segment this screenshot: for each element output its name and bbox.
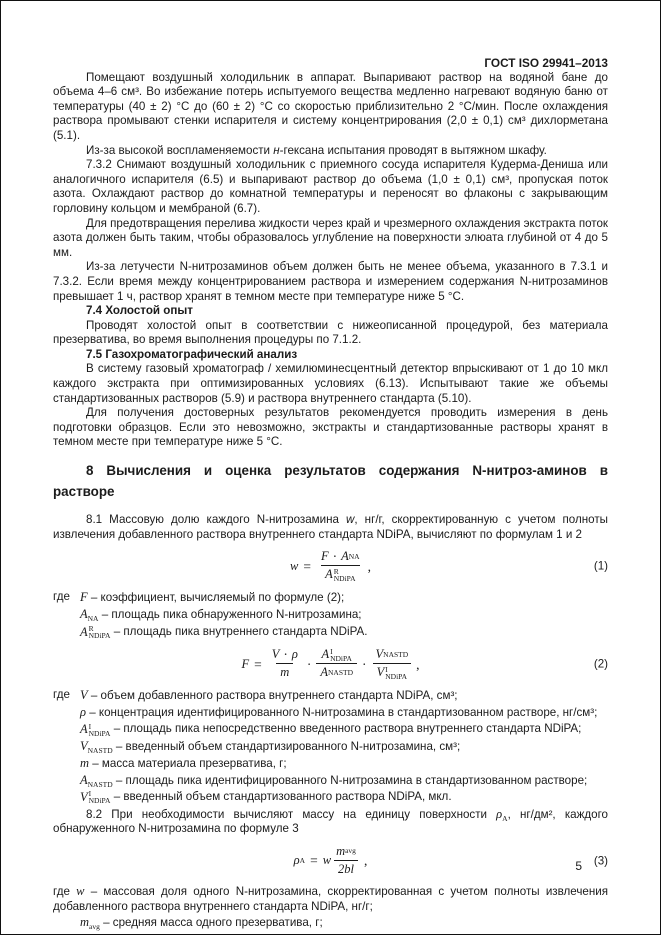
formula-lhs: ρ bbox=[293, 853, 300, 868]
definition-text: – введенный объем стандартизированного N-нитрозамина, см³; bbox=[115, 739, 461, 753]
text-run: Из-за высокой воспламеняемости bbox=[86, 143, 274, 157]
formula-1 bbox=[53, 549, 608, 583]
sup-sub-stack bbox=[89, 723, 111, 737]
definition-text: – коэффициент, вычисляемый по формуле (2); bbox=[90, 591, 345, 605]
paragraph-same-day-note: Для получения достоверных результатов рекомендуется проводить измерения в день подготовки образцов. Если это невозможно, экстракты и стандартизованные растворы хранят в темном месте при температуре ниже 5 °С. bbox=[53, 406, 608, 449]
definition-list-2 bbox=[53, 687, 608, 806]
definition-row bbox=[53, 738, 608, 755]
definition-row bbox=[53, 704, 608, 721]
definition-term: w bbox=[76, 883, 85, 898]
definition-paragraph bbox=[53, 884, 608, 914]
text-run: -гексана испытания проводят в вытяжном шкафу. bbox=[279, 143, 547, 157]
section-8-heading bbox=[53, 460, 608, 502]
formula-lhs: F bbox=[241, 656, 250, 671]
definition-text: – концентрация идентифицированного N-нитрозамина в стандартизованном растворе, нг/см³; bbox=[89, 706, 598, 720]
heading-7-5: 7.5 Газохроматографический анализ bbox=[86, 347, 298, 361]
denominator bbox=[334, 860, 358, 878]
subscript: NASTD bbox=[87, 745, 113, 755]
definition-text: – площадь пика непосредственно введенного раствора внутреннего стандарта NDiPA; bbox=[113, 722, 582, 736]
formula-term: F bbox=[320, 549, 329, 564]
subscript: NA bbox=[87, 614, 99, 624]
term-group bbox=[80, 624, 110, 640]
page-number: 5 bbox=[575, 859, 582, 874]
where-label: где bbox=[53, 688, 70, 701]
definition-row bbox=[53, 624, 608, 640]
term-group bbox=[80, 721, 110, 737]
fraction bbox=[316, 647, 357, 681]
formula-term: A bbox=[341, 549, 349, 564]
heading-7-4: 7.4 Холостой опыт bbox=[86, 304, 193, 318]
numerator bbox=[268, 647, 302, 663]
superscript: I bbox=[88, 789, 92, 799]
superscript: I bbox=[330, 646, 333, 656]
definition-term: A bbox=[80, 773, 88, 788]
denominator bbox=[373, 663, 411, 681]
document-header: ГОСТ ISO 29941–2013 bbox=[484, 56, 608, 70]
italic-run: w bbox=[346, 513, 355, 527]
subscript: NDiPA bbox=[330, 653, 352, 663]
formula-term: w bbox=[322, 853, 332, 868]
formula-lhs: w bbox=[290, 558, 299, 573]
subscript: NASTD bbox=[87, 780, 113, 790]
definition-row bbox=[53, 789, 608, 805]
fraction bbox=[268, 647, 302, 681]
subscript: NDiPA bbox=[333, 573, 356, 583]
text-run: 8.1 Массовую долю каждого N-нитрозамина bbox=[86, 513, 347, 527]
sup-sub-stack bbox=[385, 666, 407, 680]
paragraph-nitrogen-flow: Для предотвращения перелива жидкости через край и чрезмерного охлаждения экстракта поток азота должен быть таким, чтобы образовалось углубление на поверхности элюата глубиной от 4 до 5 мм. bbox=[53, 216, 608, 259]
superscript: I bbox=[88, 721, 92, 731]
definition-term: m bbox=[80, 755, 90, 770]
formula-number: (1) bbox=[593, 559, 608, 573]
equals-sign: = bbox=[303, 558, 311, 574]
definition-row bbox=[53, 606, 608, 623]
sup-sub-stack bbox=[334, 568, 356, 582]
formula-term: V bbox=[271, 647, 280, 661]
paragraph-volatility-note: Из-за летучести N-нитрозаминов объем должен быть не менее объема, указанного в 7.3.1 и 7.3.2. Если время между концентрированием раствора и измерением содержания N-нитрозаминов превышает 1 ч, раствор хранят в темном месте при температуре ниже 5 °С. bbox=[53, 260, 608, 303]
numerator: m avg bbox=[336, 843, 356, 858]
denominator bbox=[276, 663, 293, 681]
formula-term: 2bl bbox=[338, 861, 354, 876]
multiply-dot: · bbox=[332, 549, 338, 565]
subscript: NDiPA bbox=[88, 796, 111, 806]
where-label: где bbox=[53, 590, 70, 604]
subscript: NDiPA bbox=[385, 671, 408, 681]
multiply-dot: · bbox=[283, 647, 288, 662]
definition-term: ρ bbox=[80, 705, 86, 720]
page-content bbox=[1, 71, 660, 932]
definition-row bbox=[53, 755, 608, 772]
definition-term: V bbox=[80, 790, 88, 805]
comma: , bbox=[363, 853, 368, 869]
subscript: NDiPA bbox=[88, 630, 111, 640]
definition-text: – площадь пика внутреннего стандарта NDiPA. bbox=[113, 624, 368, 638]
paragraph-8-1 bbox=[53, 513, 608, 542]
definition-text: – площадь пика обнаруженного N-нитрозамина; bbox=[101, 608, 362, 622]
definition-text: – введенный объем стандартизованного раствора NDiPA, мкл. bbox=[113, 790, 452, 804]
fraction bbox=[372, 647, 413, 681]
sup-sub-stack bbox=[330, 648, 352, 662]
formula-2 bbox=[53, 647, 608, 681]
formula-term: A bbox=[320, 665, 328, 679]
subscript: NDiPA bbox=[88, 728, 111, 738]
definition-text: – средняя масса одного презерватива, г; bbox=[103, 916, 323, 930]
denominator: A NASTD bbox=[316, 663, 357, 681]
italic-run: н bbox=[273, 143, 280, 157]
formula-3: ρ A = w m avg 2bl , (3) bbox=[293, 843, 608, 876]
formula-term: V bbox=[376, 665, 385, 679]
formula-number: (2) bbox=[593, 657, 608, 671]
paragraph-blank-test: Проводят холостой опыт в соответствии с нижеописанной процедурой, без материала презерватива, во время выполнения процедуры по 7.1.2. bbox=[53, 318, 608, 347]
subscript: avg bbox=[89, 922, 100, 932]
denominator bbox=[321, 565, 359, 583]
fraction bbox=[332, 844, 360, 878]
section-8-heading-line2: растворе bbox=[53, 484, 115, 500]
definition-row bbox=[53, 687, 608, 704]
definition-text: – объем добавленного раствора внутреннего стандарта NDiPA, см³; bbox=[90, 689, 458, 702]
equals-sign: = bbox=[310, 853, 318, 869]
formula-term: ρ bbox=[291, 647, 298, 661]
numerator: F · A NA bbox=[320, 549, 360, 565]
formula-term: m bbox=[336, 843, 346, 858]
definition-text: – площадь пика идентифицированного N-нитрозамина в стандартизованном растворе; bbox=[115, 774, 588, 788]
definition-term: m bbox=[80, 915, 90, 930]
text-run: , нг/дм², каждого обнаруженного N-нитрозамина по формуле 3 bbox=[53, 807, 608, 836]
superscript: R bbox=[88, 623, 94, 633]
subscript: A bbox=[502, 813, 508, 823]
formula-term: m bbox=[280, 665, 290, 679]
section-8-heading-line1: 8 Вычисления и оценка результатов содержания N-нитроз-аминов в bbox=[86, 463, 608, 479]
paragraph-8-2 bbox=[53, 807, 608, 837]
definition-row bbox=[53, 914, 608, 931]
formula-number: (3) bbox=[593, 854, 608, 868]
definition-text: – масса материала презерватива, г; bbox=[92, 756, 287, 770]
term-group bbox=[80, 789, 110, 805]
definition-row bbox=[53, 589, 608, 606]
multiply-dot: · bbox=[306, 656, 312, 672]
text-run: 8.2 При необходимости вычисляют массу на единицу поверхности bbox=[86, 807, 497, 821]
definition-term: A bbox=[80, 722, 88, 737]
paragraph-gc-analysis: В систему газовый хроматограф / хемилюминесцентный детектор впрыскивают от 1 до 10 мкл каждого экстракта при оптимизированных условиях (6.13). Испытывают такие же объемы стандартизованных растворов (5.9) и раствора внутреннего стандарта (5.10). bbox=[53, 362, 608, 405]
definition-term: F bbox=[80, 590, 88, 605]
sup-sub-stack bbox=[89, 790, 111, 804]
formula-term: A bbox=[325, 567, 333, 582]
formula-term: V bbox=[375, 647, 384, 661]
definition-term: V bbox=[80, 688, 88, 702]
formula-term: A bbox=[321, 647, 330, 661]
numerator: V NASTD bbox=[375, 647, 409, 661]
superscript: R bbox=[333, 566, 339, 576]
definition-term: V bbox=[80, 738, 88, 753]
definition-row bbox=[53, 772, 608, 789]
paragraph-7-3-2: 7.3.2 Снимают воздушный холодильник с приемного сосуда испарителя Кудерма-Дениша или аналогичного испарителя (6.5) и выпаривают раствор до объема (1,0 ± 0,1) см³, пропуская поток азота. Охлаждают раствор до комнатной температуры и переносят во флаконы с закрывающим горловину кольцом и мембраной (6.7). bbox=[53, 158, 608, 215]
where-label: где bbox=[53, 884, 77, 898]
definition-list-1 bbox=[53, 589, 608, 640]
definition-text: – массовая доля одного N-нитрозамина, скорректированная с учетом полноты извлечения добавленного раствора внутреннего стандарта NDiPA, нг/г; bbox=[53, 884, 608, 913]
numerator bbox=[317, 647, 355, 663]
paragraph-evaporation: Помещают воздушный холодильник в аппарат. Выпаривают раствор на водяной бане до объема 4–6 см³. Во избежание потерь испытуемого вещества медленно нагревают водяную баню от температуры (40 ± 2) °С до (60 ± 2) °С со скоростью приблизительно 2 °С/мин. После охлаждения раствора промывают стенки испарителя и систему концентрирования (2,0 ± 0,1) см³ дихлорметана (5.1). bbox=[53, 70, 608, 142]
multiply-dot: · bbox=[362, 656, 367, 672]
definition-row bbox=[53, 721, 608, 737]
definition-term: A bbox=[80, 607, 88, 622]
superscript: I bbox=[385, 664, 388, 674]
fraction bbox=[317, 549, 364, 583]
sup-sub-stack bbox=[89, 625, 111, 639]
italic-run: ρ bbox=[496, 806, 503, 821]
equals-sign: = bbox=[254, 656, 262, 672]
paragraph-hexane-note bbox=[53, 144, 608, 159]
comma: , bbox=[367, 558, 371, 574]
text-run: , нг/г, скорректированную с учетом полноты извлечения добавленного раствора внутреннего стандарта NDiPA, вычисляют по формулам 1 и 2 bbox=[53, 513, 609, 541]
comma: , bbox=[416, 656, 420, 672]
definition-term: A bbox=[80, 624, 88, 639]
